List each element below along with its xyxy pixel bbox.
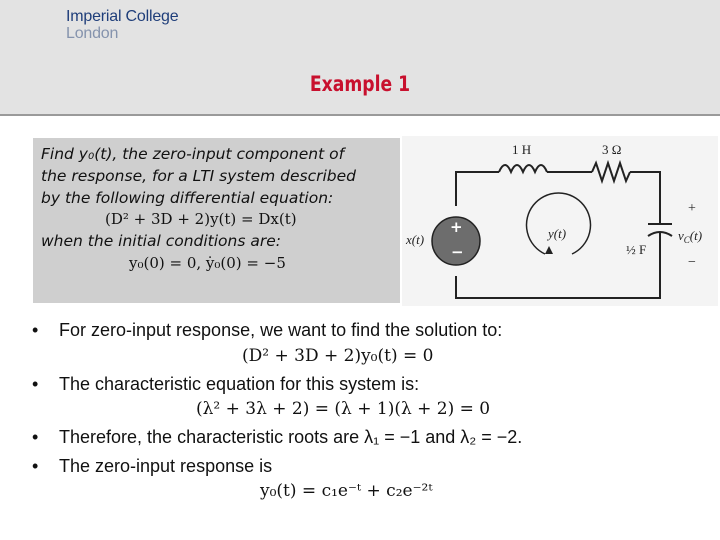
logo-line-2: London bbox=[66, 25, 119, 42]
differential-equation: (D² + 3D + 2)y(t) = Dx(t) bbox=[105, 210, 297, 228]
problem-line-1: Find y₀(t), the zero-input component of bbox=[41, 145, 345, 163]
resistor-icon bbox=[592, 163, 630, 181]
cap-minus-label: − bbox=[688, 255, 696, 270]
source-plus-sign: + bbox=[450, 218, 463, 236]
circuit-schematic bbox=[402, 136, 718, 306]
zero-input-response-equation: y₀(t) = c₁e⁻ᵗ + c₂e⁻²ᵗ bbox=[260, 481, 433, 501]
slide-title: Example 1 bbox=[309, 72, 411, 96]
problem-line-3: by the following differential equation: bbox=[41, 189, 334, 207]
characteristic-equation: (λ² + 3λ + 2) = (λ + 1)(λ + 2) = 0 bbox=[196, 399, 491, 419]
bullet-4-text: The zero-input response is bbox=[59, 456, 273, 476]
bullet-marker: • bbox=[32, 320, 39, 340]
mesh-current-arrow-icon bbox=[527, 193, 591, 254]
bullet-marker: • bbox=[32, 427, 39, 447]
circuit-diagram bbox=[402, 136, 718, 306]
wire-top-right bbox=[630, 172, 660, 224]
current-label: y(t) bbox=[548, 226, 567, 241]
problem-statement-box bbox=[33, 138, 400, 303]
logo-line-1: Imperial College bbox=[66, 8, 179, 25]
wire-top-left bbox=[456, 172, 499, 206]
source-minus-sign: − bbox=[451, 243, 464, 261]
bullet-marker: • bbox=[32, 374, 39, 394]
problem-line-4: when the initial conditions are: bbox=[41, 232, 282, 250]
inductor-icon bbox=[499, 165, 547, 172]
bullet-1-text: For zero-input response, we want to find the solution to: bbox=[59, 320, 503, 340]
cap-voltage-label: $v_C(t)$ bbox=[678, 228, 703, 245]
initial-conditions: y₀(0) = 0, ẏ₀(0) = −5 bbox=[129, 254, 286, 272]
bullet-3-text: Therefore, the characteristic roots are λ₁ = −1 and λ₂ = −2. bbox=[59, 427, 523, 447]
source-label: x(t) bbox=[406, 232, 425, 247]
problem-line-2: the response, for a LTI system described bbox=[41, 167, 357, 185]
zero-input-equation: (D² + 3D + 2)y₀(t) = 0 bbox=[242, 346, 434, 366]
arrowhead-icon bbox=[545, 246, 553, 254]
bullet-2-text: The characteristic equation for this system is: bbox=[59, 374, 420, 394]
resistor-label: 3 Ω bbox=[602, 142, 622, 157]
capacitor-label: ½ F bbox=[626, 242, 647, 257]
cap-plus-label: + bbox=[688, 201, 696, 216]
bullet-marker: • bbox=[32, 456, 39, 476]
inductor-label: 1 H bbox=[512, 142, 532, 157]
imperial-college-logo bbox=[66, 9, 178, 42]
slide-header bbox=[0, 0, 720, 116]
